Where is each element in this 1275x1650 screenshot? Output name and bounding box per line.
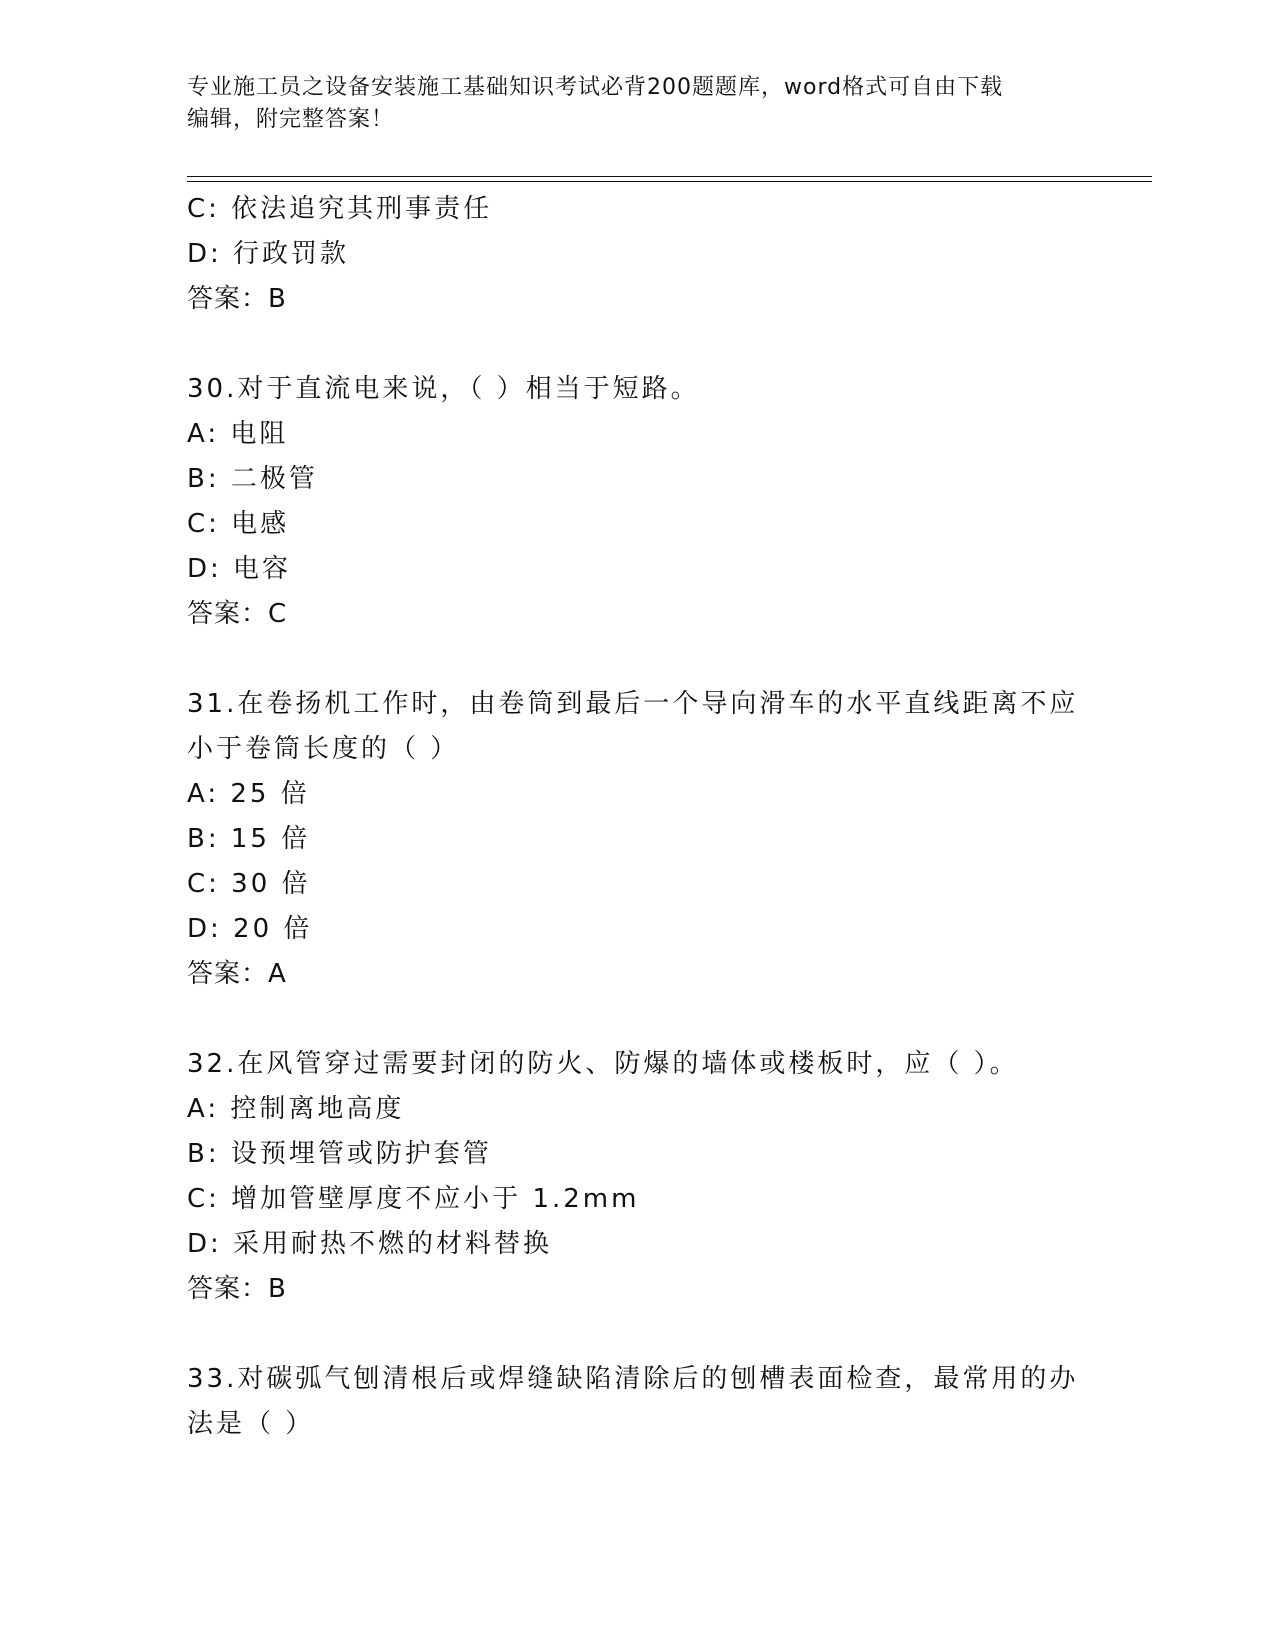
- q30-option-c: C: 电感: [187, 509, 290, 539]
- q32-option-c: C: 增加管壁厚度不应小于 1.2mm: [187, 1184, 640, 1214]
- q32-stem: 32.在风管穿过需要封闭的防火、防爆的墙体或楼板时，应（ ）。: [187, 1049, 1019, 1079]
- q31-stem-line-1: 31.在卷扬机工作时，由卷筒到最后一个导向滑车的水平直线距离不应: [187, 689, 1079, 719]
- q30-option-d: D: 电容: [187, 554, 292, 584]
- q32-option-b: B: 设预埋管或防护套管: [187, 1139, 492, 1169]
- q32-option-d: D: 采用耐热不燃的材料替换: [187, 1229, 553, 1259]
- q30-answer: 答案：C: [187, 599, 288, 629]
- q31-option-c: C: 30 倍: [187, 869, 311, 899]
- document-header: [187, 72, 1067, 136]
- q31-answer: 答案：A: [187, 959, 287, 989]
- q31-stem-line-2: 小于卷筒长度的（ ）: [187, 734, 460, 764]
- q32-answer: 答案：B: [187, 1274, 287, 1304]
- q31-option-a: A: 25 倍: [187, 779, 310, 809]
- q31-option-b: B: 15 倍: [187, 824, 311, 854]
- prev-option-c: C: 依法追究其刑事责任: [187, 194, 493, 224]
- q32-option-a: A: 控制离地高度: [187, 1094, 405, 1124]
- q33-stem-line-2: 法是（ ）: [187, 1409, 315, 1439]
- q31-option-d: D: 20 倍: [187, 914, 313, 944]
- header-line-1: 专业施工员之设备安装施工基础知识考试必背200题题库，word格式可自由下载: [187, 75, 1004, 100]
- q30-option-b: B: 二极管: [187, 464, 318, 494]
- q30-stem: 30.对于直流电来说，（ ）相当于短路。: [187, 374, 700, 404]
- prev-answer: 答案：B: [187, 284, 287, 314]
- q30-option-a: A: 电阻: [187, 419, 289, 449]
- q33-stem-line-1: 33.对碳弧气刨清根后或焊缝缺陷清除后的刨槽表面检查，最常用的办: [187, 1364, 1079, 1394]
- prev-option-d: D: 行政罚款: [187, 239, 350, 269]
- header-rule-bottom: [187, 181, 1152, 182]
- header-rule-top: [187, 176, 1152, 177]
- header-line-2: 编辑，附完整答案！: [187, 107, 395, 132]
